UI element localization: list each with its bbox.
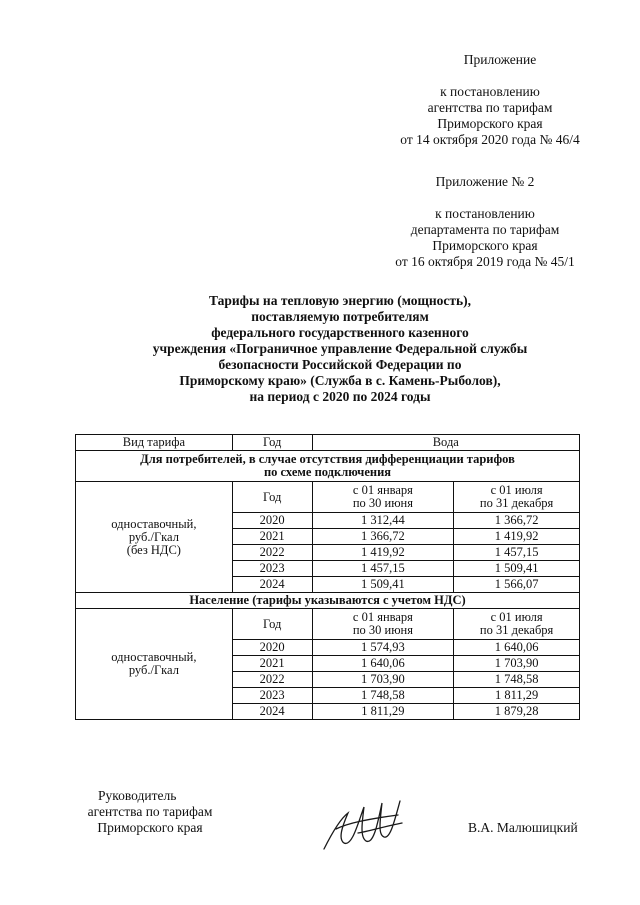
- year-cell: 2022: [232, 545, 312, 561]
- appendix-2-label: Приложение № 2: [435, 174, 535, 189]
- sub-header-year: Год: [232, 609, 312, 640]
- year-cell: 2020: [232, 513, 312, 529]
- value-cell: 1 703,90: [454, 656, 580, 672]
- value-cell: 1 574,93: [312, 640, 454, 656]
- year-cell: 2023: [232, 688, 312, 704]
- tariff-label-line: одноставочный,: [111, 650, 197, 664]
- sub-header-period-2: [454, 609, 580, 640]
- year-cell: 2022: [232, 672, 312, 688]
- tariff-label-line: руб./Гкал: [128, 663, 179, 677]
- header-year: Год: [232, 435, 312, 451]
- section-heading-line: Для потребителей, в случае отсутствия дифференциации тарифов: [140, 452, 515, 466]
- value-cell: 1 566,07: [454, 577, 580, 593]
- title-line: Тарифы на тепловую энергию (мощность),: [208, 293, 472, 308]
- appendix-2-line: департамента по тарифам: [410, 222, 560, 237]
- title-line: на период с 2020 по 2024 годы: [249, 389, 431, 404]
- appendix-1-line: к постановлению: [440, 84, 540, 99]
- sub-header-period-1: [312, 609, 454, 640]
- value-cell: 1 879,28: [454, 704, 580, 720]
- period-line: с 01 января: [352, 610, 413, 624]
- tariff-table: [75, 434, 580, 720]
- appendix-1-block: [370, 52, 610, 148]
- appendix-2-line: Приморского края: [432, 238, 538, 253]
- period-line: по 30 июня: [352, 496, 413, 510]
- tariff-label-cell: [76, 609, 233, 720]
- section-heading: [76, 451, 580, 482]
- sub-header-period-2: [454, 482, 580, 513]
- value-cell: 1 748,58: [312, 688, 454, 704]
- title-line: Приморскому краю» (Служба в с. Камень-Рыболов),: [179, 373, 501, 388]
- value-cell: 1 811,29: [312, 704, 454, 720]
- year-cell: 2024: [232, 577, 312, 593]
- title-line: учреждения «Пограничное управление Федеральной службы: [152, 341, 528, 356]
- value-cell: 1 748,58: [454, 672, 580, 688]
- appendix-1-line: Приморского края: [437, 116, 543, 131]
- signatory-position-line: Руководитель: [98, 788, 177, 803]
- table-row: [76, 609, 580, 640]
- value-cell: 1 457,15: [454, 545, 580, 561]
- value-cell: 1 509,41: [454, 561, 580, 577]
- appendix-1-label: Приложение: [463, 52, 537, 67]
- section-heading: Население (тарифы указываются с учетом НДС): [76, 593, 580, 609]
- year-cell: 2021: [232, 656, 312, 672]
- appendix-2-block: [365, 174, 605, 270]
- value-cell: 1 419,92: [312, 545, 454, 561]
- year-cell: 2021: [232, 529, 312, 545]
- period-line: с 01 июля: [490, 483, 543, 497]
- value-cell: 1 457,15: [312, 561, 454, 577]
- signatory-position: [70, 788, 230, 836]
- header-medium: Вода: [312, 435, 579, 451]
- sub-header-period-1: [312, 482, 454, 513]
- value-cell: 1 312,44: [312, 513, 454, 529]
- signatory-name: В.А. Малюшицкий: [468, 820, 578, 835]
- value-cell: 1 366,72: [312, 529, 454, 545]
- period-line: по 30 июня: [352, 623, 413, 637]
- appendix-1-line: от 14 октября 2020 года № 46/4: [400, 132, 580, 147]
- signatory-position-line: агентства по тарифам: [87, 804, 213, 819]
- period-line: по 31 декабря: [479, 623, 554, 637]
- section-heading-row: [76, 451, 580, 482]
- appendix-1-line: агентства по тарифам: [427, 100, 553, 115]
- header-tariff-type: Вид тарифа: [76, 435, 233, 451]
- table-header-row: [76, 435, 580, 451]
- year-cell: 2023: [232, 561, 312, 577]
- sub-header-year: Год: [232, 482, 312, 513]
- title-line: федерального государственного казенного: [211, 325, 469, 340]
- appendix-2-line: к постановлению: [435, 206, 535, 221]
- value-cell: 1 640,06: [312, 656, 454, 672]
- title-line: поставляемую потребителям: [251, 309, 429, 324]
- table-row: [76, 482, 580, 513]
- title-line: безопасности Российской Федерации по: [218, 357, 462, 372]
- value-cell: 1 640,06: [454, 640, 580, 656]
- signatory-position-line: Приморского края: [97, 820, 203, 835]
- appendix-2-line: от 16 октября 2019 года № 45/1: [395, 254, 575, 269]
- period-line: с 01 января: [352, 483, 413, 497]
- period-line: с 01 июля: [490, 610, 543, 624]
- handwritten-signature: [318, 793, 408, 853]
- value-cell: 1 811,29: [454, 688, 580, 704]
- section-heading-row: [76, 593, 580, 609]
- section-heading-line: по схеме подключения: [263, 465, 392, 479]
- value-cell: 1 509,41: [312, 577, 454, 593]
- year-cell: 2024: [232, 704, 312, 720]
- tariff-label-cell: [76, 482, 233, 593]
- value-cell: 1 419,92: [454, 529, 580, 545]
- tariff-label-line: (без НДС): [126, 542, 181, 557]
- tariff-label-line: руб./Гкал: [128, 529, 179, 544]
- value-cell: 1 703,90: [312, 672, 454, 688]
- period-line: по 31 декабря: [479, 496, 554, 510]
- document-title: [40, 293, 640, 405]
- tariff-label-line: одноставочный,: [111, 516, 197, 531]
- value-cell: 1 366,72: [454, 513, 580, 529]
- year-cell: 2020: [232, 640, 312, 656]
